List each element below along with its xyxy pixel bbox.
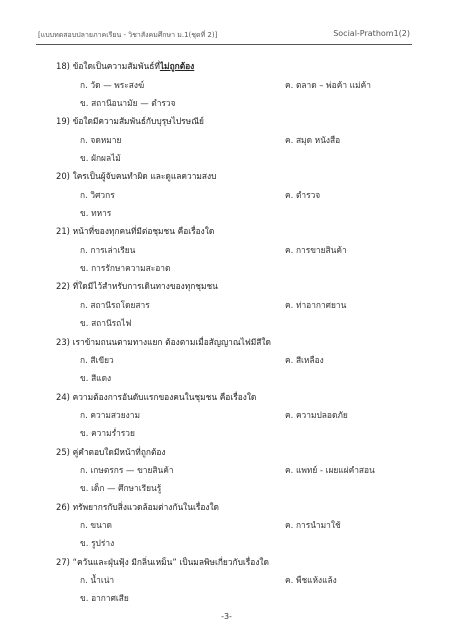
option-key: ข. [80,373,89,383]
header-code: Social-Prathom1(2) [333,29,410,38]
option-text: ความร่ำรวย [91,428,135,439]
option-text: สถานีรถไฟ [91,317,132,328]
question-item [0,383,453,438]
question-stem: ทรัพยากรกับสิ่งแวดล้อมต่างกันในเรื่องใด [72,501,219,512]
question-text [56,279,218,293]
question-text [56,555,269,569]
option-text: สีแดง [91,373,112,383]
question-item [0,328,453,383]
header-title: [แบบทดสอบปลายภาคเรียน - วิชาสังคมศึกษา ม.1(ชุดที่ 2)] [38,31,218,39]
question-stem: ข้อใดเป็นความสัมพันธ์ที่ [72,61,160,71]
answer-option[interactable] [285,518,341,532]
page-header [38,30,410,44]
option-text: จดหมาย [90,134,122,145]
option-text: วัด — พระสงฆ์ [90,79,145,90]
option-text: เกษตรกร — ขายสินค้า [90,465,174,476]
question-item [0,107,453,162]
option-key: ค. [285,189,294,200]
option-key: ข. [80,262,89,273]
option-text: การนำมาใช้ [295,520,341,531]
option-text: ขนาด [90,520,112,531]
option-key: ค. [285,410,294,421]
option-key: ค. [285,575,294,586]
answer-option[interactable] [80,573,114,587]
question-number: 27) [56,556,70,567]
option-key: ค. [285,79,294,90]
answer-option[interactable] [80,591,129,605]
answer-option[interactable] [80,243,135,257]
option-text: การรักษาความสะอาด [91,262,171,273]
answer-option[interactable] [80,133,121,147]
question-stem: “ควันและฝุ่นฟุ้ง มีกลิ่นเหม็น” เป็นมลพิษเกี่ยวกับเรื่องใด [72,556,269,567]
option-key: ก. [80,355,88,365]
question-number: 20) [56,171,70,182]
answer-option[interactable] [80,298,150,312]
option-key: ก. [80,244,88,255]
answer-option[interactable] [285,408,348,422]
option-text: สมุด หนังสือ [295,134,341,145]
question-number: 25) [56,446,70,457]
answer-option[interactable] [80,353,114,367]
question-item [0,162,453,217]
option-text: ตำรวจ [295,189,321,200]
option-key: ก. [80,465,88,476]
question-item [0,272,453,327]
question-item [0,217,453,272]
option-text: รูปร่าง [91,538,115,549]
question-stem: เราข้ามถนนตามทางแยก ต้องตามเมื่อสัญญาณไฟมีสีใด [72,336,271,347]
option-key: ก. [80,575,88,586]
option-key: ข. [80,317,89,328]
answer-option[interactable] [285,243,347,257]
option-text: แพทย์ - เผยแผ่คำสอน [295,465,375,476]
page-number: -3- [221,612,232,621]
question-stem: ข้อใดมีความสัมพันธ์กับบุรุษไปรษณีย์ [72,116,204,127]
option-key: ก. [80,410,88,421]
option-text: ความสวยงาม [90,410,140,421]
option-text: น้ำเน่า [90,575,115,586]
option-text: การเล่าเรียน [90,244,136,255]
question-text [56,59,194,73]
question-stem: ความต้องการอันดับแรกของคนในชุมชน คือเรื่องใด [72,391,257,402]
question-emphasis: ไม่ถูกต้อง [159,61,195,71]
option-text: สถานีรถโดยสาร [90,299,150,310]
question-text [56,335,271,349]
answer-option[interactable] [285,573,337,587]
option-text: อากาศเสีย [91,593,129,604]
question-text [56,169,216,183]
option-key: ก. [80,189,88,200]
option-key: ค. [285,299,294,310]
option-text: การขายสินค้า [295,244,347,255]
option-key: ข. [80,593,89,604]
question-text [56,224,214,238]
question-item [0,493,453,548]
answer-option[interactable] [285,133,340,147]
option-key: ข. [80,207,89,218]
option-text: ท่าอากาศยาน [295,299,347,310]
option-key: ก. [80,299,88,310]
answer-option[interactable] [80,408,140,422]
option-key: ก. [80,79,88,90]
option-text: ความปลอดภัย [295,410,348,421]
option-text: วิศวกร [90,189,115,200]
question-text [56,390,256,404]
question-number: 19) [56,116,70,127]
option-key: ค. [285,244,294,255]
option-key: ข. [80,538,89,549]
option-text: ตลาด – พ่อค้า แม่ค้า [295,79,371,90]
question-item [0,52,453,107]
answer-option[interactable] [285,353,324,367]
option-key: ค. [285,465,294,476]
option-text: สถานีอนามัย — ตำรวจ [91,97,176,108]
option-key: ข. [80,97,89,108]
question-item [0,548,453,603]
question-item [0,438,453,493]
option-text: สีเหลือง [295,355,324,365]
option-text: พืชแห้งแล้ง [295,575,337,586]
answer-option[interactable] [80,518,112,532]
option-key: ก. [80,134,88,145]
option-key: ข. [80,483,89,494]
question-number: 22) [56,281,70,292]
question-stem: หน้าที่ของทุกคนที่มีต่อชุมชน คือเรื่องใด [72,226,215,237]
option-key: ค. [285,520,294,531]
answer-option[interactable] [285,463,375,477]
option-text: ทหาร [91,207,112,218]
option-key: ข. [80,152,89,163]
option-text: สีเขียว [90,355,114,365]
option-key: ค. [285,355,294,365]
option-key: ข. [80,428,89,439]
question-text [56,445,166,459]
question-number: 21) [56,226,70,237]
question-text [56,114,204,128]
header-divider [36,44,412,45]
question-number: 23) [56,336,70,347]
answer-option[interactable] [80,78,144,92]
answer-option[interactable] [80,463,174,477]
question-number: 18) [56,61,70,71]
answer-option[interactable] [285,78,371,92]
option-key: ก. [80,520,88,531]
option-text: ผักผลไม้ [91,152,121,163]
question-stem: คู่คำตอบใดมีหน้าที่ถูกต้อง [72,446,166,457]
answer-option[interactable] [285,298,346,312]
answer-option[interactable] [285,188,320,202]
question-stem: ที่ใดมีไว้สำหรับการเดินทางของทุกชุมชน [72,281,218,292]
answer-option[interactable] [80,188,115,202]
question-number: 26) [56,501,70,512]
option-key: ค. [285,134,294,145]
question-stem: ใครเป็นผู้จับคนทำผิด และดูแลความสงบ [72,171,217,182]
question-number: 24) [56,391,70,402]
option-text: เด็ก — ศึกษาเรียนรู้ [91,483,162,494]
question-text [56,500,219,514]
